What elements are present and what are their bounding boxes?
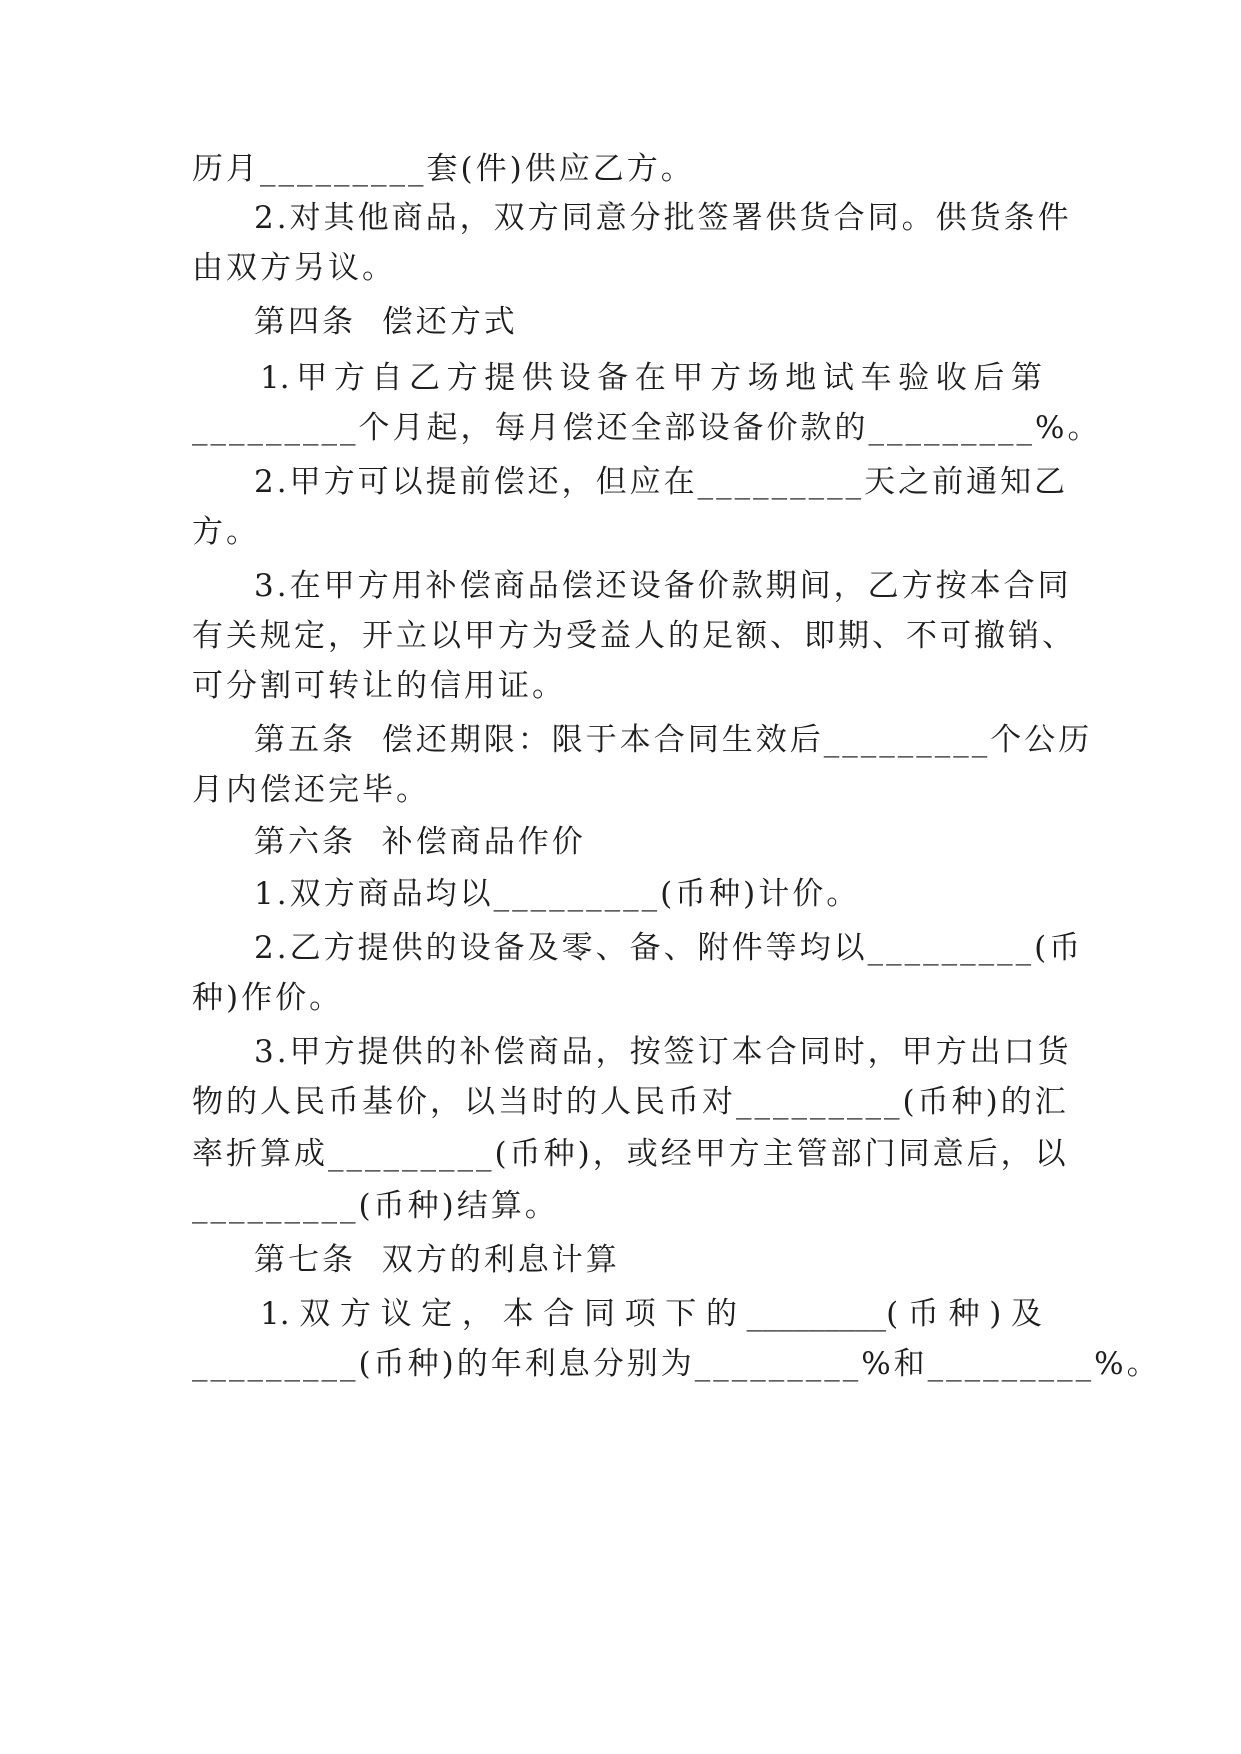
- text-line-19: 物的人民币基价，以当时的人民币对_________(币种)的汇: [192, 1084, 1069, 1120]
- text-line-21: _________(币种)结算。: [192, 1188, 559, 1224]
- text-line-1: 历月_________套(件)供应乙方。: [192, 151, 695, 187]
- section-heading-7: 第七条 双方的利息计算: [254, 1242, 620, 1278]
- text-line-23: 1.双方议定，本合同项下的_________(币种)及: [260, 1296, 1042, 1332]
- text-line-7: 2.甲方可以提前偿还，但应在_________天之前通知乙: [254, 464, 1069, 500]
- text-line-16: 2.乙方提供的设备及零、备、附件等均以_________(币: [254, 930, 1084, 966]
- text-line-2: 2.对其他商品，双方同意分批签署供货合同。供货条件: [254, 200, 1072, 236]
- text-line-20: 率折算成_________(币种)，或经甲方主管部门同意后，以: [192, 1136, 1069, 1172]
- text-line-6: _________个月起，每月偿还全部设备价款的_________%。: [192, 410, 1102, 446]
- text-line-9: 3.在甲方用补偿商品偿还设备价款期间，乙方按本合同: [254, 568, 1072, 604]
- section-heading-5: 第五条 偿还期限：限于本合同生效后_________个公历: [254, 722, 1093, 758]
- section-heading-4: 第四条 偿还方式: [254, 304, 518, 340]
- text-line-11: 可分割可转让的信用证。: [192, 668, 566, 704]
- section-heading-6: 第六条 补偿商品作价: [254, 824, 586, 860]
- text-line-3: 由双方另议。: [192, 250, 396, 286]
- text-line-15: 1.双方商品均以_________(币种)计价。: [254, 876, 861, 912]
- text-line-10: 有关规定，开立以甲方为受益人的足额、即期、不可撤销、: [192, 618, 1076, 654]
- text-line-18: 3.甲方提供的补偿商品，按签订本合同时，甲方出口货: [254, 1034, 1072, 1070]
- text-line-5: 1.甲方自乙方提供设备在甲方场地试车验收后第: [260, 360, 1042, 396]
- text-line-17: 种)作价。: [192, 980, 344, 1016]
- text-line-13: 月内偿还完毕。: [192, 772, 430, 808]
- text-line-24: _________(币种)的年利息分别为_________%和_________%。: [192, 1346, 1161, 1382]
- text-line-8: 方。: [192, 514, 260, 550]
